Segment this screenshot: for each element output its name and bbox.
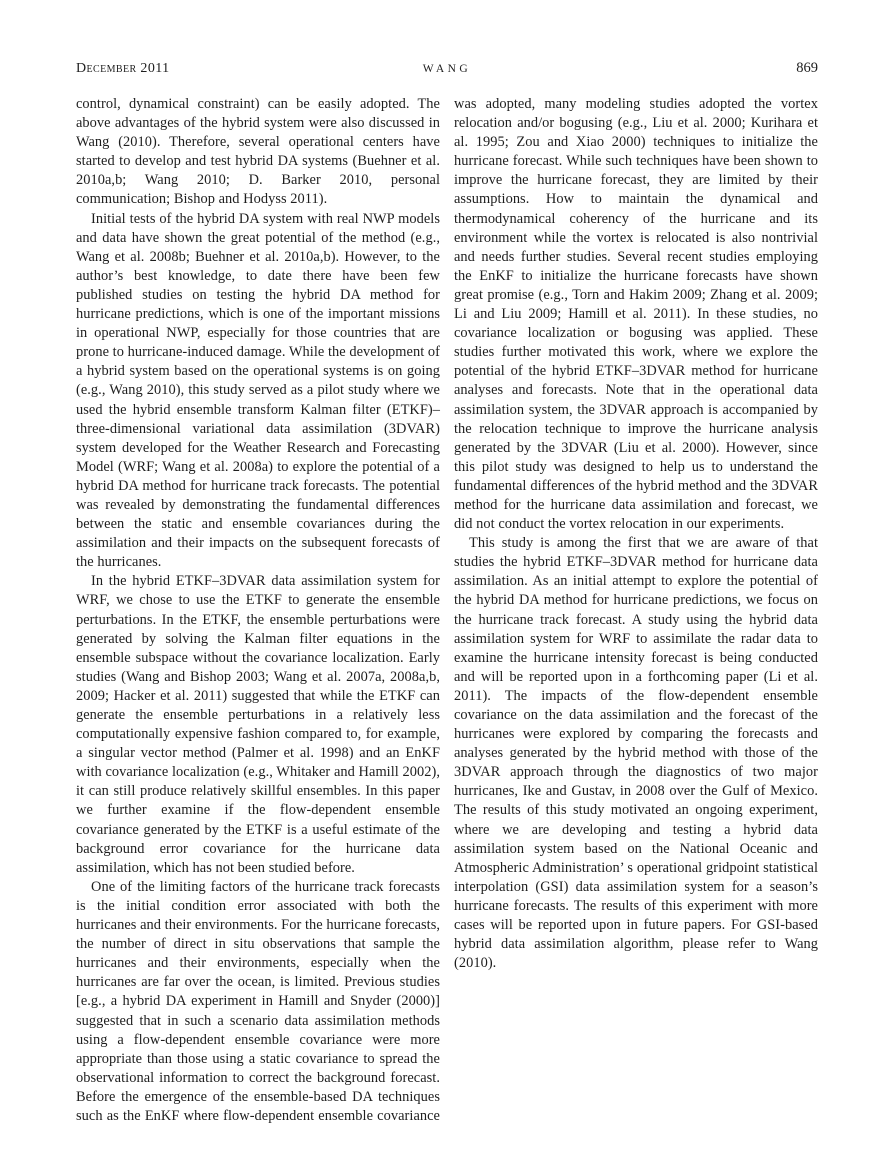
paragraph: In the hybrid ETKF–3DVAR data assimilation system for WRF, we chose to use the ETKF to generate the ensemble perturbations. In the ETKF, the ensemble perturbations were generated by solving the Kalman filter equations in the ensemble subspace without the covariance localization. Early studies (Wang and Bishop 2003; Wang et al. 2007a, 2008a,b, 2009; Hacker et al. 2011) suggested that while the ETKF can generate the ensemble perturbations in a relatively less computationally expensive fashion compared to, for example, a singular vector method (Palmer et al. 1998) and an EnKF with covariance localization (e.g., Whitaker and Hamill 2002), it can still produce relatively skillful ensembles. In this paper we further examine if the flow-dependent ensemble covariance generated by the ETKF is a useful estimate of the background error covariance for the hurricane data assimilation, which has not been studied before.	[76, 573, 440, 876]
header-issue-date: December 2011	[76, 61, 170, 76]
header-page-number: 869	[796, 60, 818, 76]
paragraph-continuation: control, dynamical constraint) can be easily adopted. The above advantages of the hybrid system were also discussed in Wang (2010). Therefore, several operational centers have started to develop and test hybrid DA systems (Buehner et al. 2010a,b; Wang 2010; D. Barker 2010, personal communication; Bishop and Hodyss 2011).	[76, 96, 440, 208]
page-header	[76, 60, 818, 77]
paragraph: One of the limiting factors of the hurricane track forecasts is the initial condition error associated with both the hurricanes and their environments. For the hurricane forecasts, the number of direct in situ observations that sample the hurricanes and their environments, especially when the hurricanes are far over the ocean, is limited. Previous studies [e.g., a hybrid DA experiment in Hamill and Snyder (2000)] suggested that in such a scenario data assimilation methods using a flow-dependent ensemble covariance were more appropriate than those using a static covariance to spread the observational information to correct the background forecast. Before the emergence of the ensemble-based DA techniques such as the EnKF where flow-dependent ensemble covariance was adopted, many modeling studies adopted the vortex relocation and/or bogusing (e.g., Liu et al. 2000; Kurihara et al. 1995; Zou and Xiao 2000) techniques to initialize the hurricane forecast. While such techniques have been shown to improve the hurricane forecast, they are limited by their assumptions. How to maintain the dynamical and thermodynamical coherency of the hurricane and its environment while the vortex is relocated is also nontrivial and needs further studies. Several recent studies employing the EnKF to initialize the hurricane forecasts have shown great promise (e.g., Torn and Hakim 2009; Zhang et al. 2009; Li and Liu 2009; Hamill et al. 2011). In these studies, no covariance localization or bogusing was applied. These studies further motivated this work, where we explore the potential of the hybrid ETKF–3DVAR method for hurricane analyses and forecasts. Note that in the operational data assimilation system, the 3DVAR approach is accompanied by the relocation technique to improve the hurricane analysis generated by the 3DVAR (Liu et al. 2000). However, since this pilot study was designed to help us to understand the fundamental differences of the hybrid method and the 3DVAR method for the hurricane data assimilation and forecast, we did not conduct the vortex relocation in our experiments.	[76, 96, 818, 1124]
article-two-column-body	[76, 95, 818, 1129]
paragraph: Initial tests of the hybrid DA system with real NWP models and data have shown the great potential of the method (e.g., Wang et al. 2008b; Buehner et al. 2010a,b). However, to the author’s best knowledge, to date there have been few published studies on testing the hybrid DA method for hurricane predictions, which is one of the important missions in operational NWP, especially for those countries that are prone to hurricane-induced damage. While the development of a hybrid system based on the operational systems is on going (e.g., Wang 2010), this study served as a pilot study where we used the hybrid ensemble transform Kalman filter (ETKF)–three-dimensional variational data assimilation (3DVAR) system developed for the Weather Research and Forecasting Model (WRF; Wang et al. 2008a) to explore the potential of a hybrid DA method for hurricane track forecasts. The potential was revealed by demonstrating the fundamental differences between the static and ensemble covariances during the assimilation and their impacts on the subsequent forecasts of the hurricanes.	[76, 210, 440, 571]
paragraph: This study is among the first that we are aware of that studies the hybrid ETKF–3DVAR method for hurricane data assimilation. As an initial attempt to explore the potential of the hybrid DA method for hurricane predictions, we focus on the hurricane track forecast. A study using the hybrid data assimilation system for WRF to assimilate the radar data to examine the hurricane intensity forecast is being conducted and will be reported upon in a forthcoming paper (Li et al. 2011). The impacts of the flow-dependent ensemble covariance on the data assimilation and the forecast of the hurricanes were explored by comparing the forecasts and analyses generated by the hybrid method with those of the 3DVAR approach through the diagnostics of two major hurricanes, Ike and Gustav, in 2008 over the Gulf of Mexico. The results of this study motivated an ongoing experiment, where we are developing and testing a hybrid data assimilation system based on the National Oceanic and Atmospheric Administration’ s operational gridpoint statistical interpolation (GSI) data assimilation system for a season’s hurricane forecasts. The results of this experiment with more cases will be reported upon in future papers. For GSI-based hybrid data assimilation algorithm, please refer to Wang (2010).	[454, 535, 818, 972]
header-running-head: WANG	[422, 63, 472, 75]
